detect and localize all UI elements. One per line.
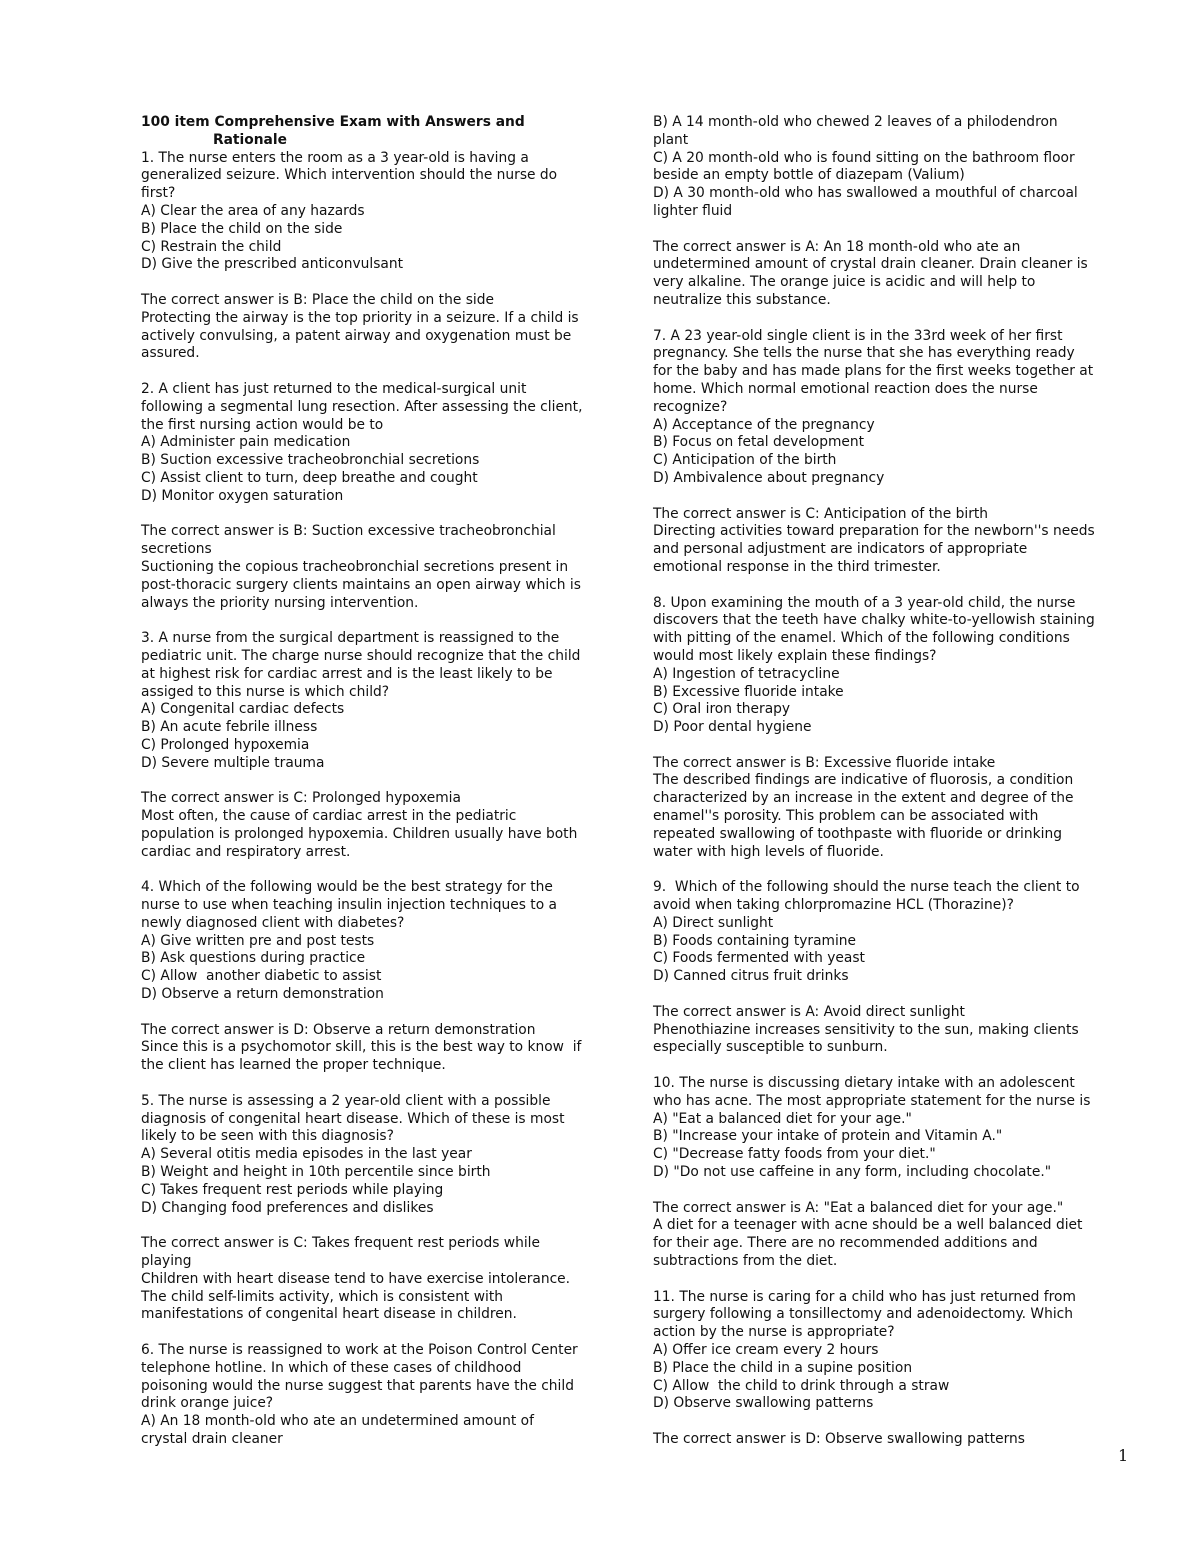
text-line: C) Allow another diabetic to assist [141,968,382,985]
text-line: The correct answer is C: Prolonged hypoxemia [141,790,461,807]
text-line: neutralize this substance. [653,291,831,308]
text-line: subtractions from the diet. [653,1253,838,1269]
text-line: Phenothiazine increases sensitivity to the sun, making clients [653,1021,1079,1038]
text-line: The correct answer is D: Observe a return demonstration [141,1021,536,1038]
text-line: 5. The nurse is assessing a 2 year-old client with a possible [141,1092,551,1109]
text-line: who has acne. The most appropriate statement for the nurse is [653,1092,1091,1109]
text-line: B) Place the child on the side [141,220,343,237]
text-line: post-thoracic surgery clients maintains an open airway which is [141,576,581,593]
text-line: D) Observe swallowing patterns [653,1395,874,1412]
text-line: B) An acute febrile illness [141,719,318,736]
text-line: The correct answer is A: Avoid direct sunlight [653,1003,965,1020]
text-line: characterized by an increase in the extent and degree of the [653,790,1074,807]
text-line: A) Congenital cardiac defects [141,701,345,718]
text-line: 3. A nurse from the surgical department is reassigned to the [141,630,560,647]
text-line: B) "Increase your intake of protein and Vitamin A." [653,1128,1003,1145]
text-line [653,1182,1133,1200]
text-line: B) Ask questions during practice [141,950,366,967]
text-line: Directing activities toward preparation for the newborn''s needs [653,523,1095,540]
page-number: 1 [1118,1446,1129,1465]
text-line: assured. [141,345,200,362]
text-line: 2. A client has just returned to the medical-surgical unit [141,380,527,397]
text-line: playing [141,1253,192,1269]
text-line: generalized seizure. Which intervention should the nurse do [141,167,558,184]
text-line: C) Restrain the child [141,238,282,255]
text-line: D) Give the prescribed anticonvulsant [141,256,404,273]
text-line: B) Suction excessive tracheobronchial secretions [141,452,480,469]
text-line: the client has learned the proper technique. [141,1057,446,1074]
text-line: A) Administer pain medication [141,434,351,451]
text-line: C) Takes frequent rest periods while playing [141,1181,444,1198]
text-line: likely to be seen with this diagnosis? [141,1128,394,1145]
text-line [141,506,621,524]
text-line: very alkaline. The orange juice is acidic and will help to [653,274,1036,291]
text-line: first? [141,185,176,202]
text-line: The correct answer is A: An 18 month-old who ate an [653,238,1021,255]
text-line: C) Anticipation of the birth [653,452,837,469]
text-line: avoid when taking chlorpromazine HCL (Thorazine)? [653,897,1014,914]
text-line: B) Weight and height in 10th percentile since birth [141,1164,491,1181]
text-line [653,577,1133,595]
right-column [653,114,1133,1449]
right-column-text [653,114,1133,1449]
text-line: A) Ingestion of tetracycline [653,665,840,682]
text-line: always the priority nursing intervention. [141,594,419,611]
text-line: C) Assist client to turn, deep breathe and cought [141,469,478,486]
text-line [653,1057,1133,1075]
text-line: population is prolonged hypoxemia. Children usually have both [141,825,578,842]
text-line: cardiac and respiratory arrest. [141,843,351,860]
text-line: B) Place the child in a supine position [653,1359,913,1376]
text-line: 8. Upon examining the mouth of a 3 year-old child, the nurse [653,594,1076,611]
text-line: D) "Do not use caffeine in any form, including chocolate." [653,1164,1052,1181]
text-line: beside an empty bottle of diazepam (Valium) [653,167,965,184]
text-line: D) Ambivalence about pregnancy [653,469,885,486]
text-line: the first nursing action would be to [141,416,384,433]
text-line: home. Which normal emotional reaction does the nurse [653,380,1038,397]
text-line: Children with heart disease tend to have exercise intolerance. [141,1270,571,1287]
left-column [141,114,621,1449]
text-line: A diet for a teenager with acne should be a well balanced diet [653,1217,1083,1234]
text-line: repeated swallowing of toothpaste with fluoride or drinking [653,825,1062,842]
text-line: diagnosis of congenital heart disease. Which of these is most [141,1110,565,1127]
text-line: The correct answer is B: Place the child on the side [141,291,494,308]
text-line: The correct answer is C: Takes frequent rest periods while [141,1235,540,1252]
text-line: manifestations of congenital heart disease in children. [141,1306,517,1323]
text-line: C) Allow the child to drink through a straw [653,1377,950,1394]
text-line: The correct answer is D: Observe swallowing patterns [653,1430,1025,1447]
text-line: C) Prolonged hypoxemia [141,736,310,753]
text-line: The correct answer is A: "Eat a balanced diet for your age." [653,1199,1064,1216]
text-line: 9. Which of the following should the nurse teach the client to [653,879,1080,896]
text-line: action by the nurse is appropriate? [653,1324,895,1341]
text-line: for their age. There are no recommended additions and [653,1235,1038,1252]
text-line: assiged to this nurse is which child? [141,683,390,700]
text-line: A) Offer ice cream every 2 hours [653,1341,879,1358]
text-line: 7. A 23 year-old single client is in the 33rd week of her first [653,327,1063,344]
text-line: D) Canned citrus fruit drinks [653,968,849,985]
text-line: actively convulsing, a patent airway and oxygenation must be [141,327,572,344]
text-line: D) Monitor oxygen saturation [141,487,344,504]
text-line [653,488,1133,506]
text-line: C) Oral iron therapy [653,701,791,718]
text-line: recognize? [653,398,728,415]
text-line [141,1324,621,1342]
text-line: A) "Eat a balanced diet for your age." [653,1110,912,1127]
document-title: 100 item Comprehensive Exam with Answers and [141,114,525,130]
text-line: C) "Decrease fatty foods from your diet." [653,1146,936,1163]
text-line: The correct answer is C: Anticipation of the birth [653,505,989,522]
text-line: B) Excessive fluoride intake [653,683,844,700]
text-line: Protecting the airway is the top priority in a seizure. If a child is [141,309,579,326]
text-line: 1. The nurse enters the room as a 3 year-old is having a [141,149,529,166]
text-line: emotional response in the third trimester. [653,558,941,575]
text-line: A) Direct sunlight [653,914,774,931]
text-line [141,1075,621,1093]
text-line: Suctioning the copious tracheobronchial secretions present in [141,558,569,575]
text-line: telephone hotline. In which of these cases of childhood [141,1359,522,1376]
text-line: A) Acceptance of the pregnancy [653,416,875,433]
text-line: The described findings are indicative of fluorosis, a condition [653,772,1074,789]
text-line: would most likely explain these findings? [653,647,937,664]
text-line [141,772,621,790]
text-line: at highest risk for cardiac arrest and is the least likely to be [141,665,553,682]
text-line: secretions [141,541,212,558]
text-line: discovers that the teeth have chalky white-to-yellowish staining [653,612,1095,629]
text-line: B) Foods containing tyramine [653,932,857,949]
text-line: A) Clear the area of any hazards [141,202,365,219]
text-line: D) Observe a return demonstration [141,986,384,1003]
text-line: D) A 30 month-old who has swallowed a mouthful of charcoal [653,185,1078,202]
text-line: and personal adjustment are indicators of appropriate [653,541,1028,558]
text-line [653,1271,1133,1289]
text-line [653,310,1133,328]
text-line: A) Several otitis media episodes in the last year [141,1146,472,1163]
text-line: water with high levels of fluoride. [653,843,884,860]
text-line: 10. The nurse is discussing dietary intake with an adolescent [653,1075,1075,1092]
text-line: crystal drain cleaner [141,1430,283,1447]
text-line: plant [653,131,689,148]
text-line [653,986,1133,1004]
text-line: Since this is a psychomotor skill, this is the best way to know if [141,1039,582,1056]
text-line: drink orange juice? [141,1395,274,1412]
text-line: especially susceptible to sunburn. [653,1039,888,1056]
text-line: 4. Which of the following would be the best strategy for the [141,879,553,896]
text-line: C) A 20 month-old who is found sitting on the bathroom floor [653,149,1075,166]
text-line: The correct answer is B: Excessive fluoride intake [653,754,996,771]
text-line: following a segmental lung resection. After assessing the client, [141,398,583,415]
text-line: C) Foods fermented with yeast [653,950,865,967]
document-title-continued: Rationale [213,131,287,148]
text-line: 11. The nurse is caring for a child who has just returned from [653,1288,1076,1305]
text-line: surgery following a tonsillectomy and adenoidectomy. Which [653,1306,1073,1323]
text-line [653,737,1133,755]
text-line [141,1217,621,1235]
text-line [141,612,621,630]
text-line: B) Focus on fetal development [653,434,865,451]
text-line: for the baby and has made plans for the first weeks together at [653,363,1094,380]
text-line: A) Give written pre and post tests [141,932,375,949]
text-line: pregnancy. She tells the nurse that she has everything ready [653,345,1075,362]
text-line: A) An 18 month-old who ate an undetermined amount of [141,1413,534,1430]
text-line: B) A 14 month-old who chewed 2 leaves of a philodendron [653,114,1058,130]
text-line: 6. The nurse is reassigned to work at the Poison Control Center [141,1341,578,1358]
text-line: lighter fluid [653,202,733,219]
text-line: D) Severe multiple trauma [141,754,325,771]
left-column-text [141,150,621,1449]
text-line [653,1413,1133,1431]
text-line: newly diagnosed client with diabetes? [141,914,405,931]
text-line: with pitting of the enamel. Which of the following conditions [653,630,1070,647]
text-line [141,274,621,292]
text-line: nurse to use when teaching insulin injection techniques to a [141,897,557,914]
text-line [653,221,1133,239]
text-line [653,861,1133,879]
text-line: The child self-limits activity, which is consistent with [141,1288,503,1305]
text-line: The correct answer is B: Suction excessive tracheobronchial [141,523,556,540]
text-line: D) Changing food preferences and dislikes [141,1199,434,1216]
text-line: enamel''s porosity. This problem can be associated with [653,808,1039,825]
text-line: D) Poor dental hygiene [653,719,812,736]
text-line [141,861,621,879]
text-line [141,1004,621,1022]
text-line: pediatric unit. The charge nurse should recognize that the child [141,647,581,664]
text-line [141,363,621,381]
text-line: Most often, the cause of cardiac arrest in the pediatric [141,808,517,825]
text-line: undetermined amount of crystal drain cleaner. Drain cleaner is [653,256,1088,273]
text-line: poisoning would the nurse suggest that parents have the child [141,1377,574,1394]
